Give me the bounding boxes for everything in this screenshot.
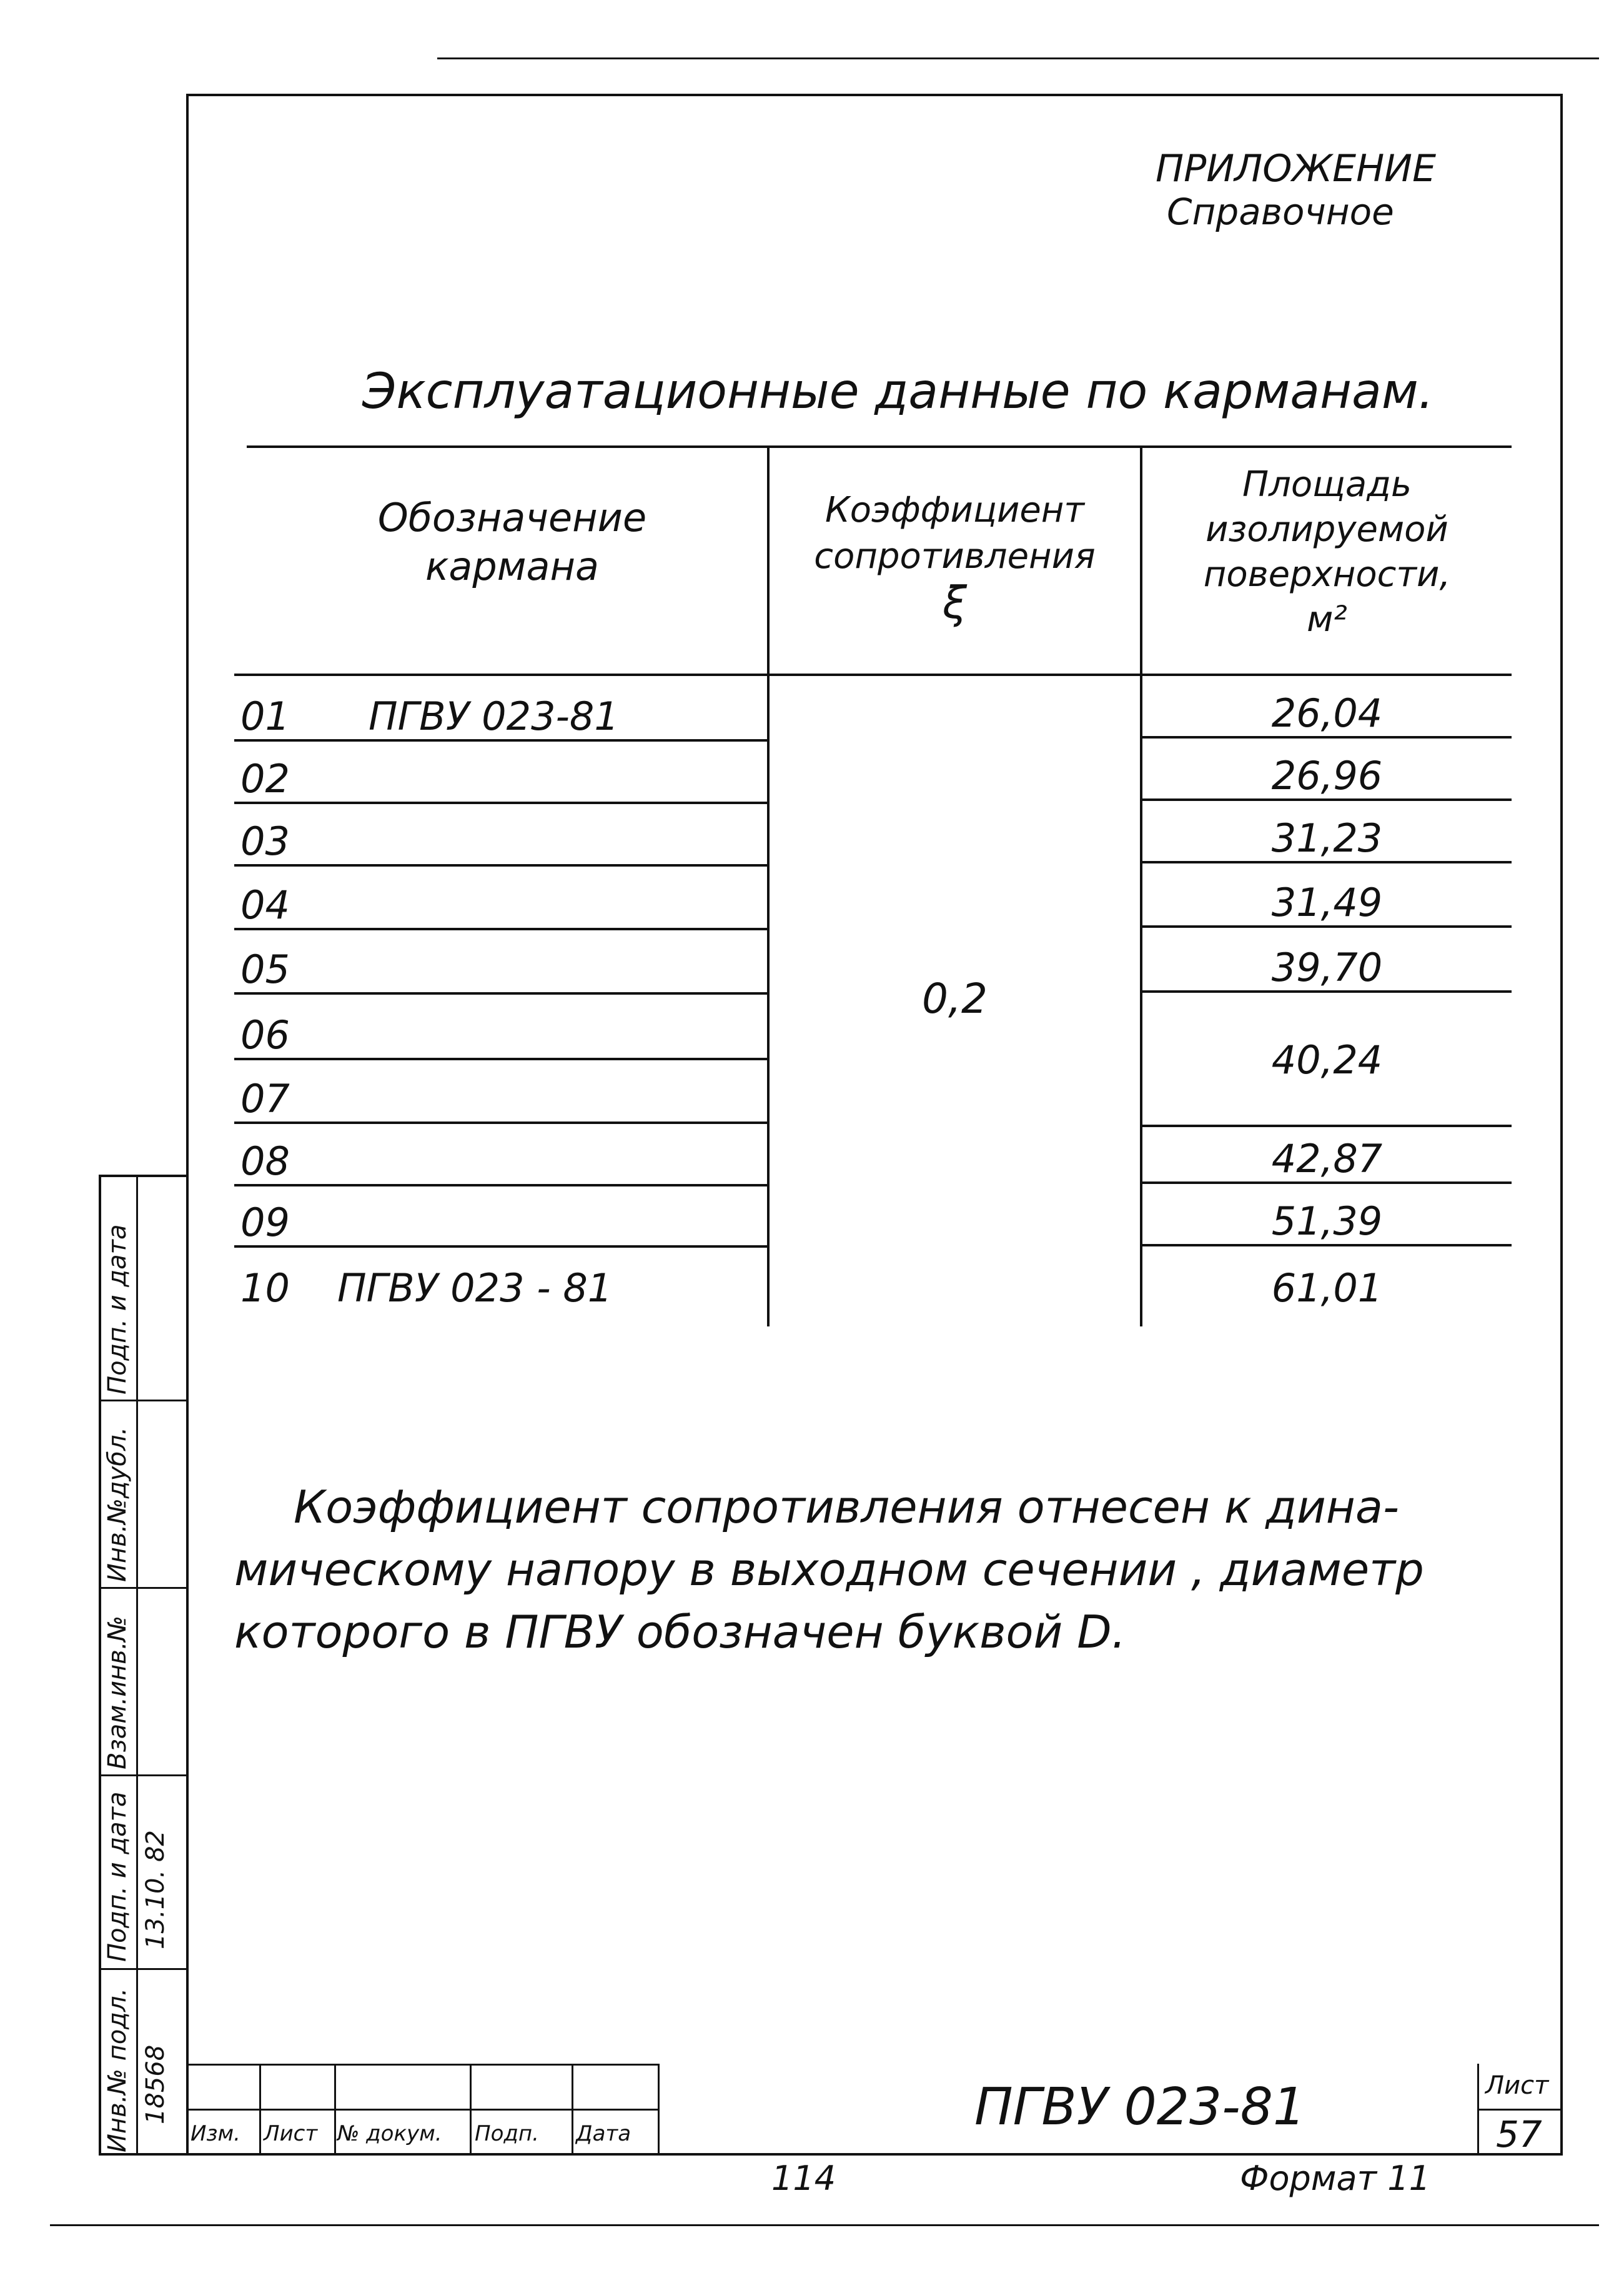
side-label-vzam-inv: Взам.инв.№ <box>103 1615 132 1769</box>
col-list: Лист <box>264 2121 318 2146</box>
row-rule <box>234 1058 768 1060</box>
header-designation-line2: кармана <box>425 544 600 589</box>
area-value: 31,23 <box>1271 815 1383 861</box>
row-rule <box>234 739 768 742</box>
row-10-code: ПГВУ 023 - 81 <box>337 1265 613 1311</box>
title-block-divider <box>334 2064 336 2156</box>
header-coefficient-line1: Коэффициент <box>824 490 1085 530</box>
row-rule <box>234 802 768 804</box>
row-05-num: 05 <box>240 947 290 992</box>
row-06-num: 06 <box>240 1012 290 1058</box>
title-block-divider <box>658 2064 660 2156</box>
side-stamp-divider <box>99 1587 186 1589</box>
row-rule <box>234 1122 768 1124</box>
area-rule <box>1142 798 1512 801</box>
row-04-num: 04 <box>240 882 290 928</box>
title-block-mid-rule <box>186 2109 658 2111</box>
area-value: 26,04 <box>1271 690 1383 736</box>
row-01-num: 01 <box>240 694 290 739</box>
side-stamp-divider <box>99 1968 186 1970</box>
header-coefficient-symbol: ξ <box>942 577 968 629</box>
area-value: 39,70 <box>1271 945 1383 990</box>
row-03-num: 03 <box>240 818 290 864</box>
title-block-divider <box>572 2064 573 2156</box>
row-rule <box>234 1184 768 1186</box>
header-area <box>1142 462 1512 642</box>
document-code: ПГВУ 023-81 <box>974 2077 1306 2137</box>
area-rule <box>1142 1125 1512 1127</box>
table-top-rule <box>247 445 1512 448</box>
area-value: 42,87 <box>1271 1136 1383 1181</box>
note-line-2: мическому напору в выходном сечении , диаметр <box>234 1543 1424 1596</box>
side-stamp-inner-divider <box>136 1175 138 2156</box>
header-coefficient <box>770 487 1140 629</box>
top-rule <box>437 57 1599 59</box>
appendix-title: ПРИЛОЖЕНИЕ <box>1156 147 1436 191</box>
side-label-inv-dubl: Инв.№дубл. <box>103 1426 132 1582</box>
row-rule <box>234 864 768 867</box>
note-line-1: Коэффициент сопротивления отнесен к дина- <box>294 1481 1399 1533</box>
side-label-podp-data-1: Подп. и дата <box>103 1791 132 1962</box>
col-podp: Подп. <box>475 2121 539 2146</box>
note-line-3: которого в ПГВУ обозначен буквой D. <box>234 1606 1126 1658</box>
header-area-line4: м² <box>1307 599 1347 640</box>
row-rule <box>234 992 768 995</box>
title-block-divider <box>470 2064 472 2156</box>
row-rule <box>234 1245 768 1248</box>
area-rule <box>1142 1181 1512 1184</box>
table-header-rule <box>234 674 1512 676</box>
area-value: 61,01 <box>1271 1265 1383 1311</box>
area-value: 26,96 <box>1271 753 1383 798</box>
col-dokum: № докум. <box>337 2121 442 2146</box>
bottom-rule <box>50 2224 1599 2226</box>
side-signature-date: 13.10. 82 <box>141 1830 170 1949</box>
sheet-label: Лист <box>1485 2071 1549 2100</box>
format-label: Формат 11 <box>1240 2159 1430 2198</box>
col-izm: Изм. <box>191 2121 240 2146</box>
area-rule <box>1142 925 1512 928</box>
area-rule <box>1142 1244 1512 1246</box>
area-value: 40,24 <box>1271 1037 1383 1083</box>
side-label-podp-data-2: Подп. и дата <box>103 1224 132 1395</box>
side-inv-number: 18568 <box>141 2044 170 2124</box>
header-area-line1: Площадь <box>1242 464 1412 505</box>
coefficient-value: 0,2 <box>922 975 988 1023</box>
col-data: Дата <box>576 2121 631 2146</box>
page-number: 114 <box>771 2159 836 2198</box>
table-title: Эксплуатационные данные по карманам. <box>362 364 1434 420</box>
sheet-number: 57 <box>1496 2113 1542 2156</box>
header-designation-line1: Обозначение <box>377 495 647 540</box>
row-01-code: ПГВУ 023-81 <box>369 694 619 739</box>
title-block-top-rule <box>186 2064 658 2066</box>
area-rule <box>1142 736 1512 739</box>
header-area-line3: поверхности, <box>1203 554 1451 595</box>
row-07-num: 07 <box>240 1076 290 1122</box>
row-02-num: 02 <box>240 756 290 802</box>
row-rule <box>234 928 768 930</box>
side-stamp-divider <box>99 1400 186 1401</box>
row-09-num: 09 <box>240 1200 290 1245</box>
row-10-num: 10 <box>240 1265 290 1311</box>
side-label-inv-podl: Инв.№ подл. <box>103 1987 132 2152</box>
area-rule <box>1142 861 1512 863</box>
side-stamp-divider <box>99 1774 186 1776</box>
title-block-divider <box>259 2064 261 2156</box>
area-value: 31,49 <box>1271 880 1383 925</box>
header-designation <box>294 494 731 591</box>
appendix-subtitle: Справочное <box>1167 191 1394 233</box>
row-08-num: 08 <box>240 1138 290 1184</box>
area-rule <box>1142 990 1512 993</box>
header-area-line2: изолируемой <box>1206 509 1448 550</box>
header-coefficient-line2: сопротивления <box>814 536 1096 577</box>
area-value: 51,39 <box>1271 1198 1383 1244</box>
sheet-box-rule <box>1477 2109 1563 2111</box>
